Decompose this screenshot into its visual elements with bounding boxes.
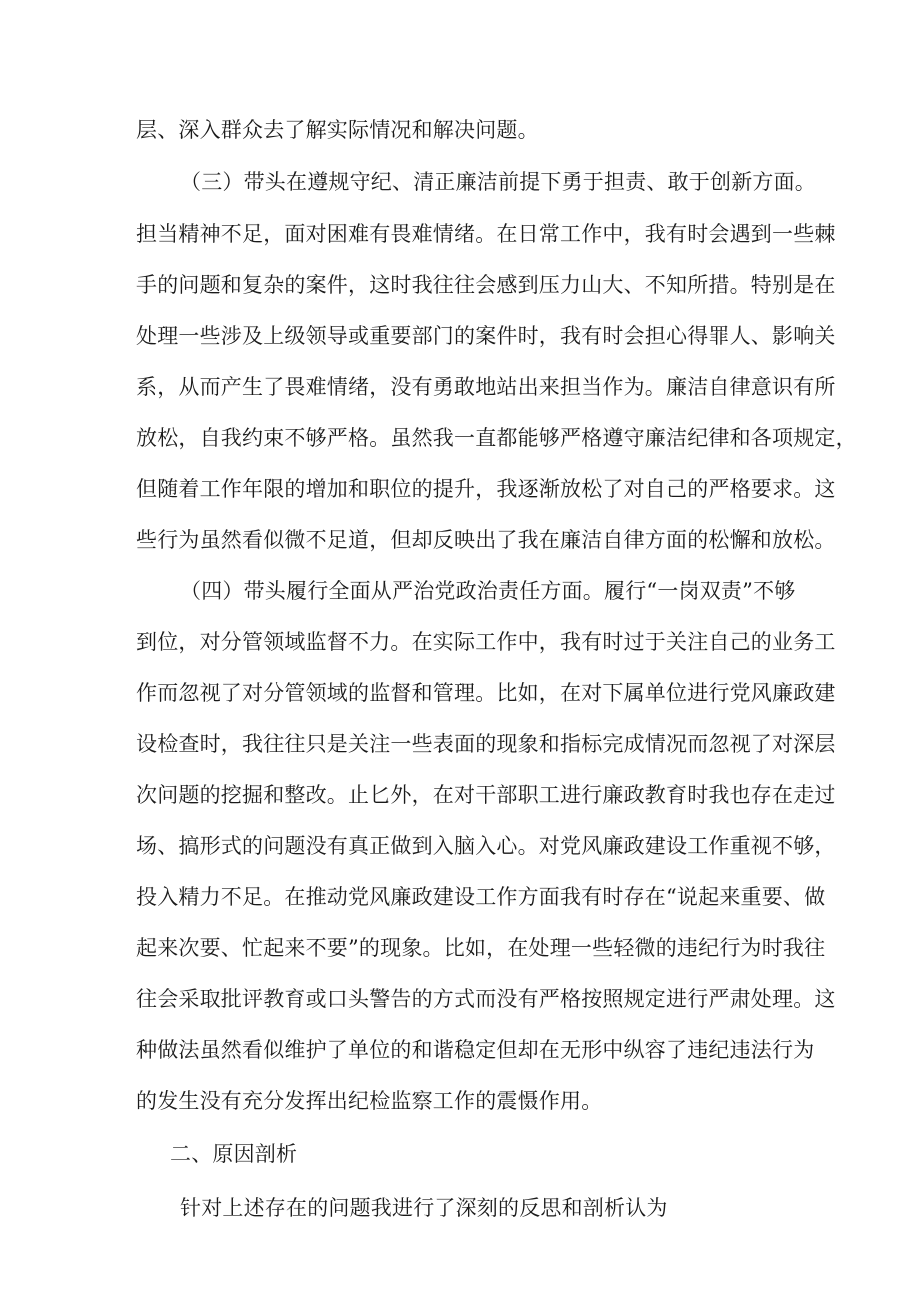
text-line: 往会采取批评教育或口头警告的方式而没有严格按照规定进行严肃处理。这 [136, 987, 836, 1011]
text-line: 层、深入群众去了解实际情况和解决问题。 [136, 118, 539, 142]
text-line: 起来次要、忙起来不要”的现象。比如，在处理一些轻微的违纪行为时我往 [136, 936, 826, 960]
section-heading-3: （三）带头在遵规守纪、清正廉洁前提下勇于担责、敢于创新方面。 [180, 170, 816, 194]
text-line: 场、搞形式的问题没有真正做到入脑入心。对党风廉政建设工作重视不够， [136, 834, 836, 858]
text-line: 设检查时，我往往只是关注一些表面的现象和指标完成情况而忽视了对深层 [136, 732, 836, 756]
text-line: 但随着工作年限的增加和职位的提升，我逐渐放松了对自己的严格要求。这 [136, 477, 836, 501]
text-line: 投入精力不足。在推动党风廉政建设工作方面我有时存在“说起来重要、做 [136, 885, 826, 909]
text-line: 些行为虽然看似微不足道，但却反映出了我在廉洁自律方面的松懈和放松。 [136, 528, 836, 552]
text-line: 种做法虽然看似维护了单位的和谐稳定但却在无形中纵容了违纪违法行为 [136, 1038, 815, 1062]
text-line: 次问题的挖掘和整改。止匕外，在对干部职工进行廉政教育时我也存在走过 [136, 783, 836, 807]
text-line: 作而忽视了对分管领域的监督和管理。比如，在对下属单位进行党风廉政建 [136, 681, 836, 705]
text-line: 担当精神不足，面对困难有畏难情绪。在日常工作中，我有时会遇到一些棘 [136, 222, 836, 246]
section-heading-analysis: 二、原因剖析 [170, 1142, 298, 1166]
text-line: 针对上述存在的问题我进行了深刻的反思和剖析认为 [180, 1196, 668, 1220]
text-line: 到位，对分管领域监督不力。在实际工作中，我有时过于关注自己的业务工 [136, 630, 836, 654]
section-heading-4: （四）带头履行全面从严治党政治责任方面。履行“一岗双责”不够 [180, 579, 796, 603]
text-line: 放松，自我约束不够严格。虽然我一直都能够严格遵守廉洁纪律和各项规定， [136, 426, 857, 450]
text-line: 的发生没有充分发挥出纪检监察工作的震慑作用。 [136, 1089, 603, 1113]
text-line: 系，从而产生了畏难情绪，没有勇敢地站出来担当作为。廉洁自律意识有所 [136, 375, 836, 399]
text-line: 手的问题和复杂的案件，这时我往往会感到压力山大、不知所措。特别是在 [136, 273, 836, 297]
text-line: 处理一些涉及上级领导或重要部门的案件时，我有时会担心得罪人、影响关 [136, 324, 836, 348]
